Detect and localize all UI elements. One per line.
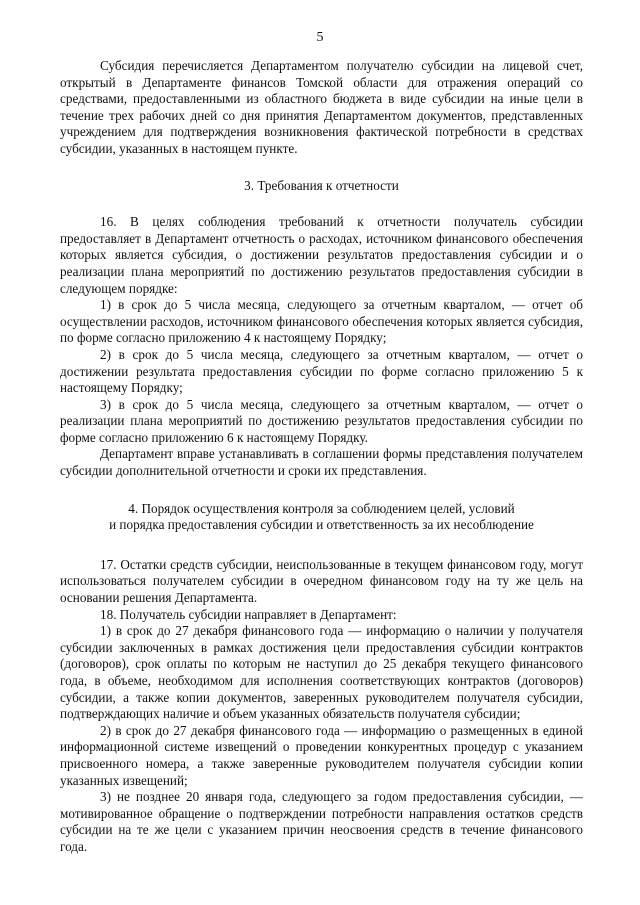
list-item-18-2: 2) в срок до 27 декабря финансового года — информацию о размещенных в единой информационной системе извещений о проведении конкурентных процедур с указанием присвоенного номера, а также заверенные руководителем получателя субсидии копии указанных извещений; [60, 722, 583, 788]
section-heading-reporting: 3. Требования к отчетности [244, 177, 399, 193]
section-heading-control [60, 501, 583, 534]
paragraph-subsidy-transfer: Субсидия перечисляется Департаментом получателю субсидии на лицевой счет, открытый в Департаменте финансов Томской области для отражения операций со средствами, предоставленными из областного бюджета в виде субсидии на иные цели в течение трех рабочих дней со дня принятия Департаментом документов, представленных учреждением для подтверждения возникновения фактической потребности в средствах субсидии, указанных в настоящем пункте. [60, 58, 583, 156]
list-item-18-3: 3) не позднее 20 января года, следующего за годом предоставления субсидии, — мотивированное обращение о подтверждении потребности направления остатков средств субсидии на те же цели с указанием причин неосвоения средств в течение финансового года. [60, 789, 583, 854]
paragraph-department-right: Департамент вправе устанавливать в соглашении формы представления получателем субсидии дополнительной отчетности и сроки их представления. [60, 446, 583, 479]
paragraph-17: 17. Остатки средств субсидии, неиспользованные в текущем финансовом году, могут использоваться получателем субсидии в очередном финансовом году на ту же цель на основании решения Департамента. [60, 556, 583, 606]
section-heading-control-line1: 4. Порядок осуществления контроля за соблюдением целей, условий [128, 500, 515, 516]
list-item-16-2: 2) в срок до 5 числа месяца, следующего за отчетным кварталом, — отчет о достижении результата предоставления субсидии по форме согласно приложению 5 к настоящему Порядку; [60, 346, 583, 396]
list-item-16-1: 1) в срок до 5 числа месяца, следующего за отчетным кварталом, — отчет об осуществлении расходов, источником финансового обеспечения которых является субсидия, по форме согласно приложению 4 к настоящему Порядку; [60, 297, 583, 346]
section-heading-control-line2: и порядка предоставления субсидии и ответственность за их несоблюдение [109, 517, 534, 533]
paragraph-18: 18. Получатель субсидии направляет в Департамент: [100, 606, 397, 622]
document-body [60, 58, 583, 856]
list-item-18-1: 1) в срок до 27 декабря финансового года — информацию о наличии у получателя субсидии заключенных в рамках достижения цели предоставления субсидии контрактов (договоров), срок оплаты по которым не наступил до 25 декабря текущего финансового года, в объеме, необходимом для исполнения соответствующих контрактов (договоров) субсидии, а также копии документов, заверенных руководителем получателя субсидии, подтверждающих наличие и объем указанных обязательств получателя субсидии; [60, 623, 583, 722]
page-number: 5 [316, 30, 324, 45]
list-item-16-3: 3) в срок до 5 числа месяца, следующего за отчетным кварталом, — отчет о реализации плана мероприятий по достижению результатов предоставления субсидии по форме согласно приложению 6 к настоящему Порядку. [60, 396, 583, 445]
paragraph-16: 16. В целях соблюдения требований к отчетности получатель субсидии предоставляет в Департамент отчетность о расходах, источником финансового обеспечения которых является субсидия, о достижении результатов предоставления субсидии и о реализации плана мероприятий по достижению результатов предоставления субсидии в следующем порядке: [60, 214, 583, 296]
